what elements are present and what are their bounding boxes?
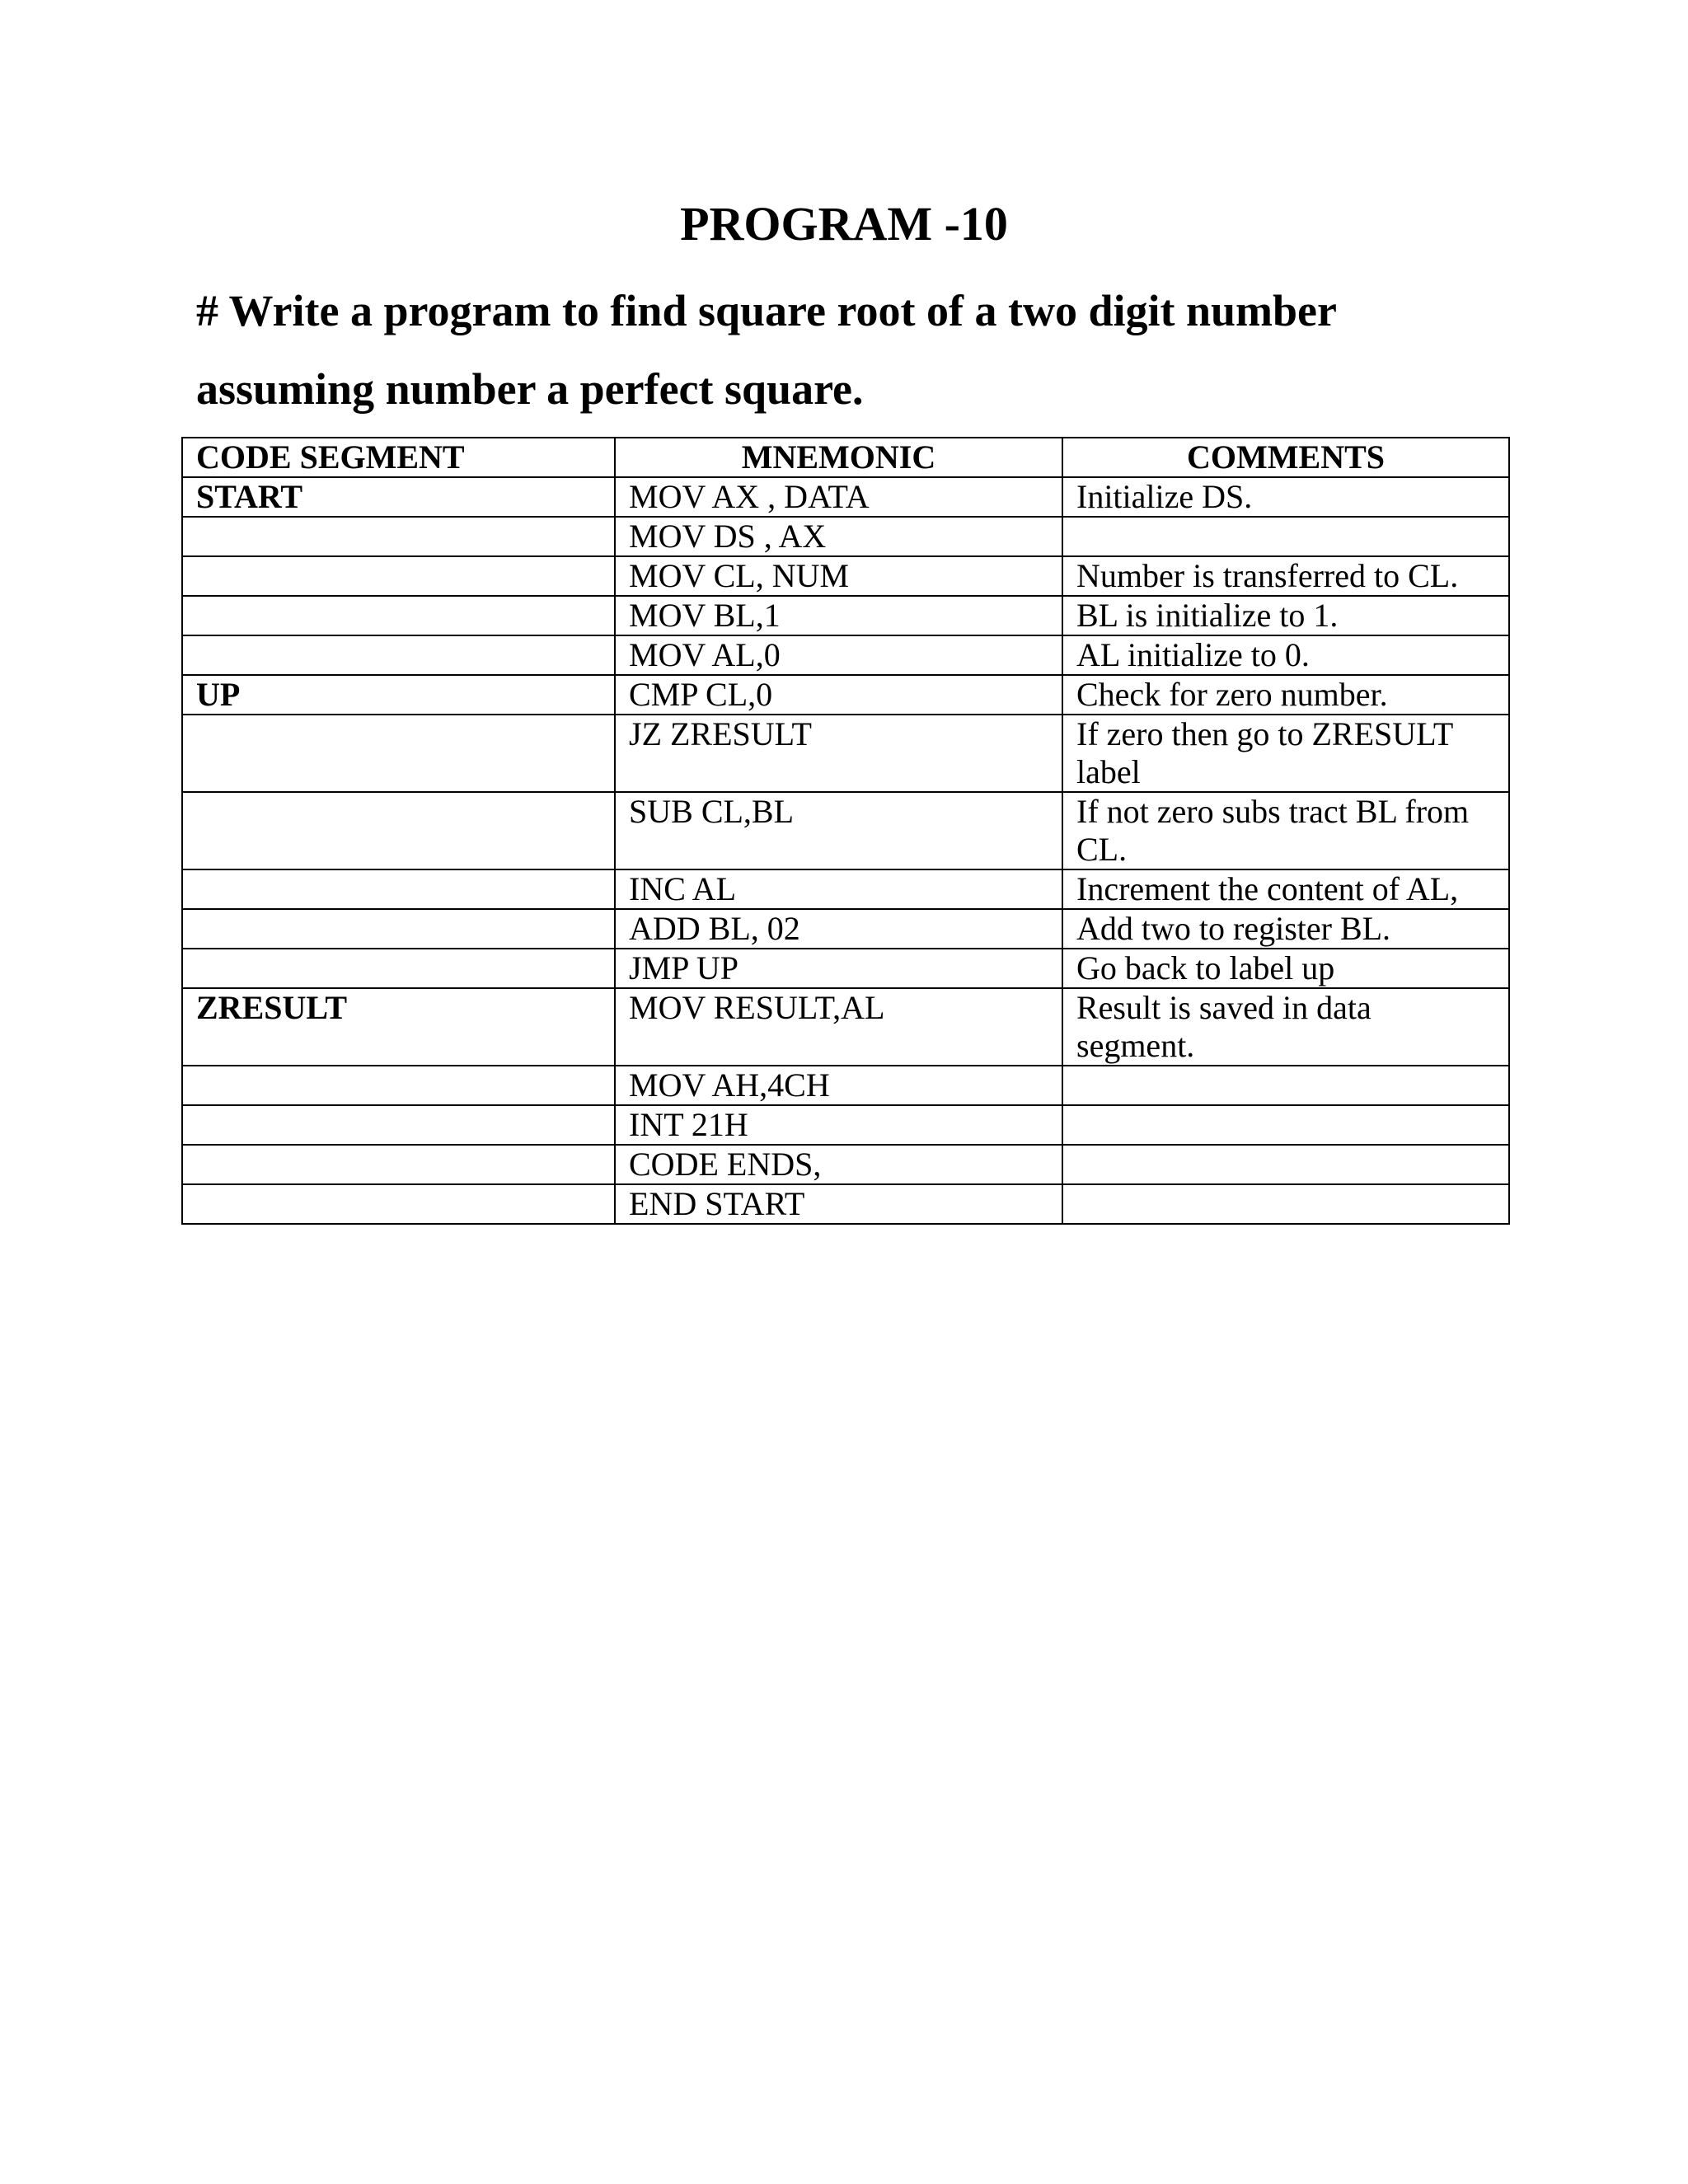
comment-cell: Initialize DS.	[1062, 477, 1509, 517]
comment-cell: If zero then go to ZRESULT label	[1062, 715, 1509, 792]
code-segment-cell	[182, 596, 615, 635]
header-code-segment: CODE SEGMENT	[182, 438, 615, 477]
code-segment-cell	[182, 869, 615, 909]
comment-cell	[1062, 1066, 1509, 1105]
mnemonic-cell: JZ ZRESULT	[615, 715, 1062, 792]
table-row	[182, 1105, 1509, 1145]
code-segment-cell	[182, 1066, 615, 1105]
comment-cell: Result is saved in data segment.	[1062, 988, 1509, 1066]
code-segment-cell: ZRESULT	[182, 988, 615, 1066]
table-row	[182, 949, 1509, 988]
code-segment-cell	[182, 556, 615, 596]
comment-cell: Add two to register BL.	[1062, 909, 1509, 949]
program-description: # Write a program to find square root of a two digit number assuming number a perfect square.	[196, 286, 1337, 414]
comment-cell: If not zero subs tract BL from CL.	[1062, 792, 1509, 869]
mnemonic-cell: CODE ENDS,	[615, 1145, 1062, 1184]
table-row	[182, 596, 1509, 635]
table-row	[182, 675, 1509, 715]
mnemonic-cell: MOV CL, NUM	[615, 556, 1062, 596]
mnemonic-cell: MOV RESULT,AL	[615, 988, 1062, 1066]
table-row	[182, 715, 1509, 792]
mnemonic-cell: INC AL	[615, 869, 1062, 909]
comment-cell: Increment the content of AL,	[1062, 869, 1509, 909]
comment-cell: Number is transferred to CL.	[1062, 556, 1509, 596]
table-row	[182, 1184, 1509, 1224]
table-row	[182, 517, 1509, 556]
code-segment-cell	[182, 1105, 615, 1145]
table-row	[182, 1145, 1509, 1184]
table-header-row	[182, 438, 1509, 477]
comment-cell	[1062, 1184, 1509, 1224]
table-row	[182, 635, 1509, 675]
mnemonic-cell: CMP CL,0	[615, 675, 1062, 715]
mnemonic-cell: INT 21H	[615, 1105, 1062, 1145]
header-comments: COMMENTS	[1062, 438, 1509, 477]
mnemonic-cell: MOV BL,1	[615, 596, 1062, 635]
table-row	[182, 556, 1509, 596]
table-row	[182, 869, 1509, 909]
code-segment-cell	[182, 1145, 615, 1184]
mnemonic-cell: JMP UP	[615, 949, 1062, 988]
comment-cell: AL initialize to 0.	[1062, 635, 1509, 675]
code-segment-cell	[182, 715, 615, 792]
comment-cell: Go back to label up	[1062, 949, 1509, 988]
code-table	[181, 437, 1510, 1225]
mnemonic-cell: SUB CL,BL	[615, 792, 1062, 869]
mnemonic-cell: MOV DS , AX	[615, 517, 1062, 556]
code-segment-cell: START	[182, 477, 615, 517]
mnemonic-cell: ADD BL, 02	[615, 909, 1062, 949]
comment-cell	[1062, 517, 1509, 556]
mnemonic-cell: MOV AX , DATA	[615, 477, 1062, 517]
comment-cell: Check for zero number.	[1062, 675, 1509, 715]
table-row	[182, 792, 1509, 869]
header-mnemonic: MNEMONIC	[615, 438, 1062, 477]
comment-cell	[1062, 1145, 1509, 1184]
mnemonic-cell: MOV AL,0	[615, 635, 1062, 675]
mnemonic-cell: MOV AH,4CH	[615, 1066, 1062, 1105]
code-segment-cell	[182, 1184, 615, 1224]
code-segment-cell: UP	[182, 675, 615, 715]
code-segment-cell	[182, 517, 615, 556]
table-body	[182, 477, 1509, 1224]
code-segment-cell	[182, 635, 615, 675]
comment-cell	[1062, 1105, 1509, 1145]
mnemonic-cell: END START	[615, 1184, 1062, 1224]
table-row	[182, 477, 1509, 517]
comment-cell: BL is initialize to 1.	[1062, 596, 1509, 635]
code-segment-cell	[182, 949, 615, 988]
code-segment-cell	[182, 909, 615, 949]
table-row	[182, 909, 1509, 949]
table-row	[182, 988, 1509, 1066]
table-row	[182, 1066, 1509, 1105]
code-segment-cell	[182, 792, 615, 869]
page-title: PROGRAM -10	[680, 197, 1008, 251]
